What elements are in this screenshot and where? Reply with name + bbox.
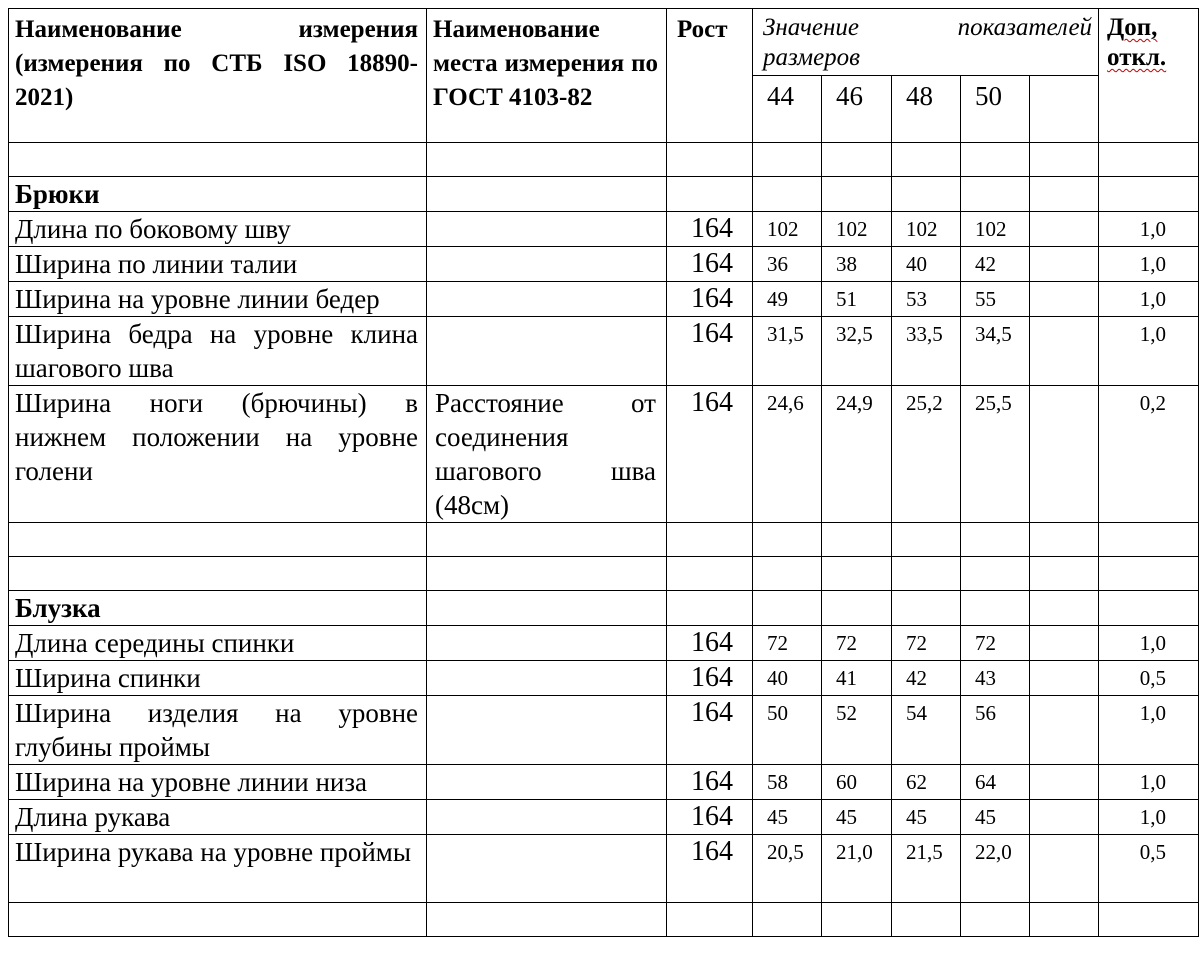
measurement-table bbox=[8, 8, 1199, 937]
size-value: 21,0 bbox=[822, 835, 892, 903]
empty-size-cell bbox=[1030, 212, 1099, 247]
empty-size-cell bbox=[1030, 317, 1099, 386]
header-size-cell: 44 bbox=[753, 76, 822, 143]
rost-value: 164 bbox=[667, 282, 753, 317]
size-value: 24,6 bbox=[753, 386, 822, 523]
measurement-name: Ширина ноги (брючины) в нижнем положении на уровне голени bbox=[9, 386, 427, 523]
size-value: 33,5 bbox=[892, 317, 961, 386]
section-title: Брюки bbox=[9, 177, 427, 212]
empty-size-cell bbox=[1030, 800, 1099, 835]
measurement-place bbox=[427, 800, 667, 835]
dop-value: 1,0 bbox=[1099, 800, 1199, 835]
table-row bbox=[9, 282, 1199, 317]
size-value: 45 bbox=[892, 800, 961, 835]
measurement-place bbox=[427, 317, 667, 386]
size-value: 51 bbox=[822, 282, 892, 317]
header-group-word-1: Значение bbox=[763, 14, 859, 41]
measurement-name: Длина по боковому шву bbox=[9, 212, 427, 247]
header-measurement-name: Наименование измерения (измерения по СТБ ISO 18890-2021) bbox=[9, 9, 427, 143]
header-dop-line-2: откл. bbox=[1107, 44, 1167, 71]
size-value: 102 bbox=[892, 212, 961, 247]
size-value: 50 bbox=[753, 696, 822, 765]
size-value: 45 bbox=[961, 800, 1030, 835]
empty-size-cell bbox=[1030, 696, 1099, 765]
measurement-place bbox=[427, 661, 667, 696]
size-value: 54 bbox=[892, 696, 961, 765]
empty-size-cell bbox=[1030, 386, 1099, 523]
size-value: 20,5 bbox=[753, 835, 822, 903]
header-size-values-group bbox=[753, 9, 1099, 76]
rost-value: 164 bbox=[667, 765, 753, 800]
dop-value: 1,0 bbox=[1099, 317, 1199, 386]
header-size-cell: 50 bbox=[961, 76, 1030, 143]
size-value: 62 bbox=[892, 765, 961, 800]
dop-value: 0,5 bbox=[1099, 661, 1199, 696]
table-row bbox=[9, 835, 1199, 903]
size-value: 40 bbox=[892, 247, 961, 282]
rost-value: 164 bbox=[667, 212, 753, 247]
measurement-name: Ширина по линии талии bbox=[9, 247, 427, 282]
size-value: 102 bbox=[753, 212, 822, 247]
empty-row bbox=[9, 143, 1199, 177]
rost-value: 164 bbox=[667, 317, 753, 386]
measurement-name: Ширина изделия на уровне глубины проймы bbox=[9, 696, 427, 765]
size-value: 102 bbox=[822, 212, 892, 247]
dop-value: 1,0 bbox=[1099, 282, 1199, 317]
header-size-cell: 46 bbox=[822, 76, 892, 143]
size-value: 38 bbox=[822, 247, 892, 282]
dop-value: 1,0 bbox=[1099, 696, 1199, 765]
header-size-cell: 48 bbox=[892, 76, 961, 143]
dop-value: 1,0 bbox=[1099, 765, 1199, 800]
size-value: 58 bbox=[753, 765, 822, 800]
dop-value: 0,2 bbox=[1099, 386, 1199, 523]
measurement-name: Длина рукава bbox=[9, 800, 427, 835]
measurement-place bbox=[427, 212, 667, 247]
size-value: 56 bbox=[961, 696, 1030, 765]
size-value: 40 bbox=[753, 661, 822, 696]
size-value: 72 bbox=[961, 626, 1030, 661]
size-value: 36 bbox=[753, 247, 822, 282]
table-row bbox=[9, 626, 1199, 661]
dop-value: 0,5 bbox=[1099, 835, 1199, 903]
section-row bbox=[9, 177, 1199, 212]
size-value: 72 bbox=[753, 626, 822, 661]
size-value: 41 bbox=[822, 661, 892, 696]
header-group-word-2: показателей bbox=[957, 14, 1093, 41]
size-value: 31,5 bbox=[753, 317, 822, 386]
rost-value: 164 bbox=[667, 661, 753, 696]
measurement-place bbox=[427, 282, 667, 317]
header-rost: Рост bbox=[667, 9, 753, 143]
empty-size-cell bbox=[1030, 626, 1099, 661]
size-value: 53 bbox=[892, 282, 961, 317]
size-value: 25,2 bbox=[892, 386, 961, 523]
size-value: 22,0 bbox=[961, 835, 1030, 903]
header-place-name: Наименование места измерения по ГОСТ 4103-82 bbox=[427, 9, 667, 143]
dop-value: 1,0 bbox=[1099, 212, 1199, 247]
header-group-word-3: размеров bbox=[763, 44, 861, 71]
size-value: 43 bbox=[961, 661, 1030, 696]
size-value: 55 bbox=[961, 282, 1030, 317]
measurement-place bbox=[427, 765, 667, 800]
size-value: 42 bbox=[961, 247, 1030, 282]
table-row bbox=[9, 212, 1199, 247]
size-value: 52 bbox=[822, 696, 892, 765]
empty-size-cell bbox=[1030, 765, 1099, 800]
measurement-name: Ширина на уровне линии низа bbox=[9, 765, 427, 800]
size-value: 25,5 bbox=[961, 386, 1030, 523]
size-value: 24,9 bbox=[822, 386, 892, 523]
size-value: 64 bbox=[961, 765, 1030, 800]
size-value: 72 bbox=[892, 626, 961, 661]
size-value: 45 bbox=[822, 800, 892, 835]
empty-row bbox=[9, 903, 1199, 937]
measurement-place: Расстояние от соединения шагового шва (48см) bbox=[427, 386, 667, 523]
rost-value: 164 bbox=[667, 386, 753, 523]
table-row bbox=[9, 765, 1199, 800]
measurement-place bbox=[427, 247, 667, 282]
section-title: Блузка bbox=[9, 591, 427, 626]
rost-value: 164 bbox=[667, 626, 753, 661]
dop-value: 1,0 bbox=[1099, 626, 1199, 661]
measurement-place bbox=[427, 626, 667, 661]
empty-size-cell bbox=[1030, 247, 1099, 282]
table-row bbox=[9, 386, 1199, 523]
measurement-name: Ширина рукава на уровне проймы bbox=[9, 835, 427, 903]
table-row bbox=[9, 317, 1199, 386]
header-row bbox=[9, 9, 1199, 76]
rost-value: 164 bbox=[667, 247, 753, 282]
measurement-name: Длина середины спинки bbox=[9, 626, 427, 661]
empty-row bbox=[9, 523, 1199, 557]
empty-row bbox=[9, 557, 1199, 591]
size-value: 102 bbox=[961, 212, 1030, 247]
table-row bbox=[9, 247, 1199, 282]
header-dop-line-1: Доп, bbox=[1107, 14, 1158, 41]
size-value: 42 bbox=[892, 661, 961, 696]
size-value: 21,5 bbox=[892, 835, 961, 903]
size-value: 45 bbox=[753, 800, 822, 835]
header-dop-otkl bbox=[1099, 9, 1199, 143]
measurement-name: Ширина бедра на уровне клина шагового шва bbox=[9, 317, 427, 386]
empty-size-cell bbox=[1030, 835, 1099, 903]
table-row bbox=[9, 800, 1199, 835]
size-value: 49 bbox=[753, 282, 822, 317]
header-size-cell bbox=[1030, 76, 1099, 143]
measurement-name: Ширина на уровне линии бедер bbox=[9, 282, 427, 317]
rost-value: 164 bbox=[667, 835, 753, 903]
table-row bbox=[9, 696, 1199, 765]
measurement-name: Ширина спинки bbox=[9, 661, 427, 696]
rost-value: 164 bbox=[667, 800, 753, 835]
section-row bbox=[9, 591, 1199, 626]
table-row bbox=[9, 661, 1199, 696]
size-value: 72 bbox=[822, 626, 892, 661]
empty-size-cell bbox=[1030, 661, 1099, 696]
measurement-place bbox=[427, 696, 667, 765]
size-value: 60 bbox=[822, 765, 892, 800]
rost-value: 164 bbox=[667, 696, 753, 765]
empty-size-cell bbox=[1030, 282, 1099, 317]
dop-value: 1,0 bbox=[1099, 247, 1199, 282]
size-value: 34,5 bbox=[961, 317, 1030, 386]
size-value: 32,5 bbox=[822, 317, 892, 386]
measurement-place bbox=[427, 835, 667, 903]
